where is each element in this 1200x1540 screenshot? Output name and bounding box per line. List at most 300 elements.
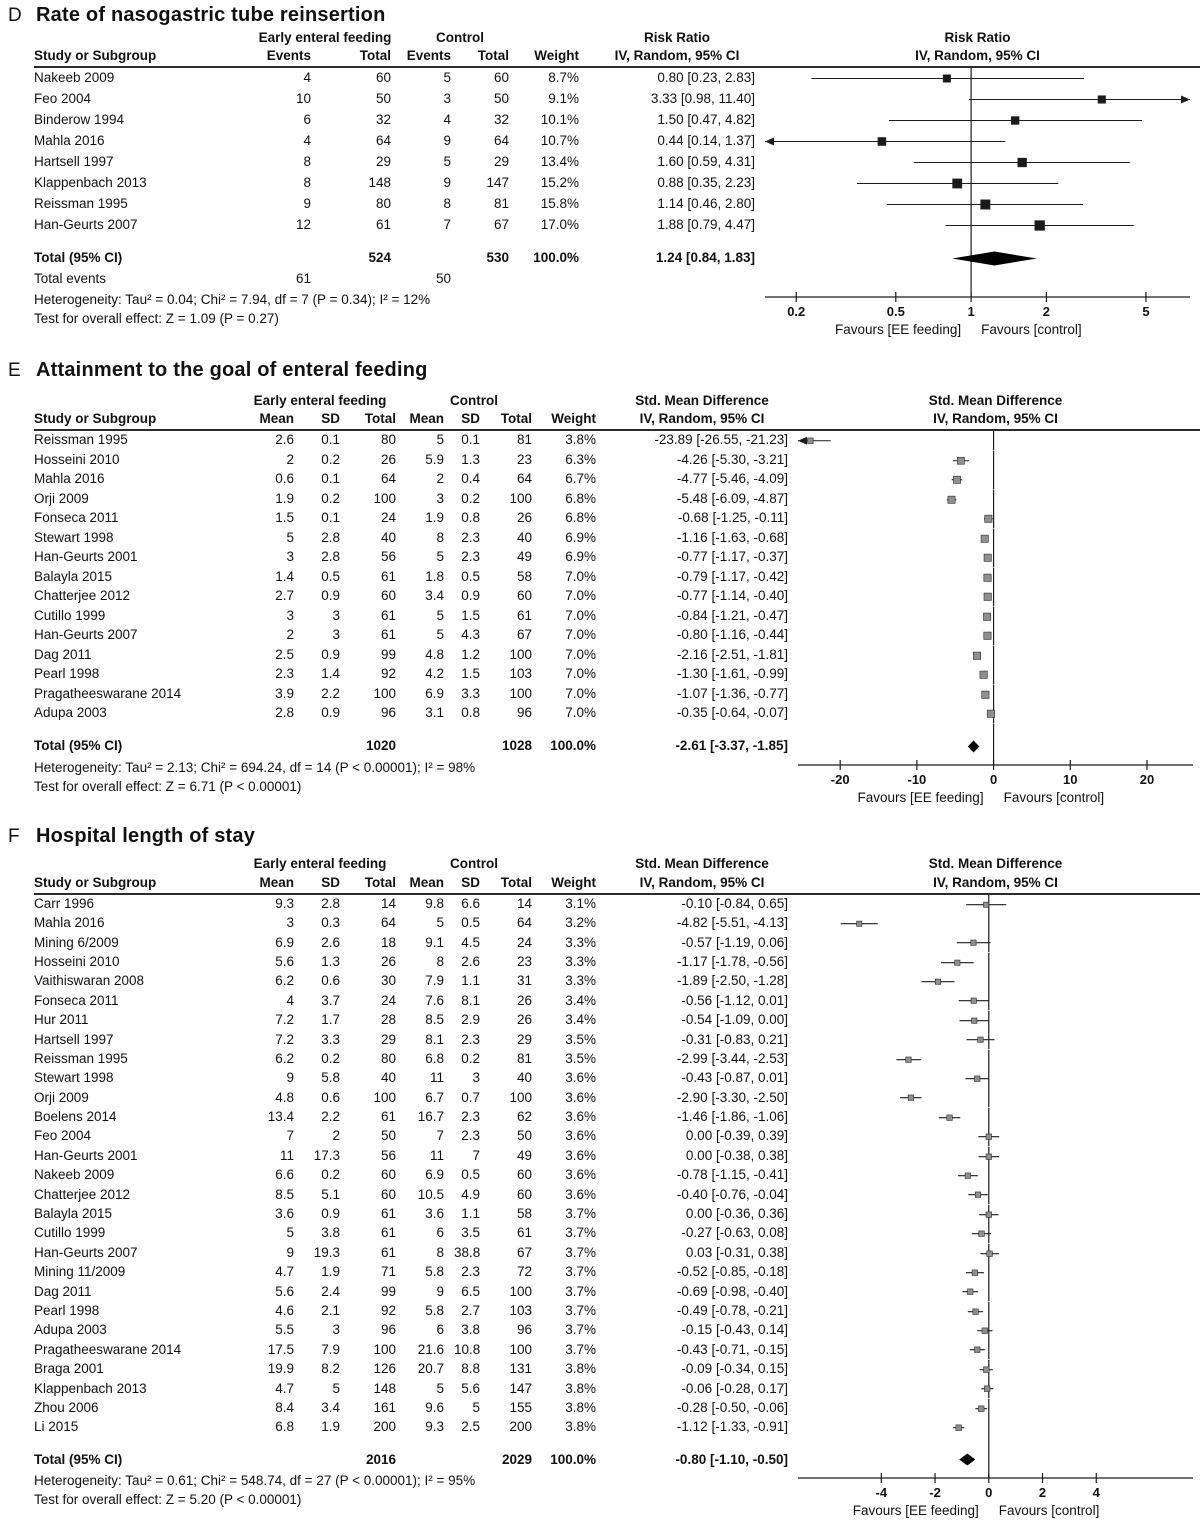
total-label: Total (95% CI) (34, 737, 123, 753)
value-cell: 0.1 (321, 471, 340, 487)
value-cell: 3.7% (565, 1206, 596, 1222)
study-name: Vaithiswaran 2008 (34, 973, 145, 989)
ci-text: -2.16 [-2.51, -1.81] (676, 646, 788, 662)
point-estimate-marker (986, 1212, 992, 1218)
value-cell: 30 (380, 973, 396, 989)
value-cell: 5.8 (321, 1070, 340, 1086)
value-cell: 7.6 (425, 992, 444, 1008)
value-cell: 4 (303, 70, 311, 86)
value-cell: 100 (373, 685, 396, 701)
value-cell: 5 (436, 607, 444, 623)
value-cell: 100 (509, 685, 532, 701)
study-name: Stewart 1998 (34, 529, 114, 545)
value-cell: 2.8 (321, 895, 340, 911)
point-estimate-marker (948, 496, 955, 503)
value-cell: 5 (436, 627, 444, 643)
axis-tick-label: 0.2 (787, 304, 806, 319)
study-name: Hartsell 1997 (34, 154, 114, 170)
value-cell: 2.6 (321, 934, 340, 950)
ci-text: 0.00 [-0.36, 0.36] (685, 1206, 788, 1222)
value-cell: 24 (380, 510, 396, 526)
value-cell: 6.2 (275, 973, 294, 989)
point-estimate-marker (978, 1406, 984, 1412)
study-row (34, 626, 1200, 646)
ci-text: 0.44 [0.14, 1.37] (657, 133, 755, 149)
value-cell: 1.9 (321, 1419, 340, 1435)
value-cell: 26 (380, 451, 396, 467)
column-header: Total (364, 874, 396, 890)
forest-plot-row (798, 665, 1193, 685)
ci-text: 0.88 [0.35, 2.23] (657, 175, 755, 191)
study-row (34, 665, 1200, 685)
point-estimate-marker (975, 1192, 980, 1197)
value-cell: 3.6 (425, 1206, 444, 1222)
total-value-cell: -0.80 [-1.10, -0.50] (675, 1451, 788, 1467)
value-cell: 0.1 (321, 510, 340, 526)
study-name: Mining 11/2009 (34, 1264, 126, 1280)
axis-tick-label: 2 (1038, 1485, 1047, 1501)
value-cell: 0.1 (461, 432, 480, 448)
forest-plot-row (798, 587, 1193, 607)
value-cell: 3 (332, 1322, 340, 1338)
value-cell: 18 (380, 934, 396, 950)
value-cell: 5.5 (275, 1322, 294, 1338)
total-value-cell: 1020 (365, 737, 396, 753)
column-header: Events (266, 48, 311, 64)
value-cell: 4 (303, 133, 311, 149)
value-cell: 2.3 (461, 529, 480, 545)
favours-right-label: Favours [control] (1003, 789, 1105, 805)
value-cell: 2.8 (275, 705, 294, 721)
value-cell: 60 (493, 70, 509, 86)
value-cell: 50 (375, 91, 391, 107)
value-cell: 6.7 (425, 1089, 444, 1105)
favours-right-label: Favours [control] (981, 322, 1082, 337)
value-cell: 3.7% (565, 1244, 596, 1260)
point-estimate-marker (983, 613, 990, 620)
group2-header: Control (436, 29, 484, 45)
study-name: Mining 6/2009 (34, 934, 119, 950)
study-name: Pragatheeswarane 2014 (34, 1341, 182, 1357)
ci-text: 3.33 [0.98, 11.40] (650, 91, 755, 107)
value-cell: 3 (286, 607, 294, 623)
value-cell: 23 (516, 451, 532, 467)
value-cell: 0.3 (321, 915, 340, 931)
value-cell: 9 (286, 1070, 294, 1086)
study-name: Cutillo 1999 (34, 1225, 106, 1241)
study-name: Nakeeb 2009 (34, 1167, 115, 1183)
point-estimate-marker (1018, 158, 1027, 167)
value-cell: 3.7 (321, 992, 340, 1008)
point-estimate-marker (906, 1057, 911, 1062)
value-cell: 4 (443, 112, 451, 128)
panel-nasogastric-tube-reinsertion (0, 0, 1200, 343)
value-cell: 14 (516, 895, 532, 911)
value-cell: 2.3 (461, 1128, 480, 1144)
forest-plot-row (798, 1127, 1193, 1146)
column-header: Total (359, 48, 391, 64)
forest-plot-spacer (798, 1437, 1193, 1449)
study-name: Han-Geurts 2001 (34, 549, 138, 565)
value-cell: 38.8 (454, 1244, 481, 1260)
value-cell: 23 (516, 953, 532, 969)
value-cell: 0.8 (461, 510, 480, 526)
study-name: Reissman 1995 (34, 196, 128, 212)
point-estimate-marker (1098, 96, 1106, 104)
value-cell: 67 (493, 217, 509, 233)
ci-text: -0.27 [-0.63, 0.08] (681, 1225, 788, 1241)
study-row (34, 431, 1200, 451)
study-row (34, 933, 1200, 952)
study-row (34, 548, 1200, 568)
value-cell: 0.9 (461, 588, 480, 604)
value-cell: 5 (436, 1380, 444, 1396)
axis-tick-label: 0 (989, 771, 998, 787)
value-cell: 3 (332, 607, 340, 623)
value-cell: 5 (436, 432, 444, 448)
point-estimate-marker (965, 1173, 970, 1178)
study-row (34, 685, 1200, 705)
value-cell: 61 (380, 607, 396, 623)
value-cell: 92 (380, 666, 396, 682)
value-cell: 0.9 (321, 588, 340, 604)
value-cell: 20.7 (417, 1361, 444, 1377)
value-cell: 2.8 (321, 529, 340, 545)
value-cell: 7.0% (565, 666, 596, 682)
value-cell: 5 (443, 154, 451, 170)
ci-text: -0.52 [-0.85, -0.18] (676, 1264, 788, 1280)
forest-plot-row (798, 1360, 1193, 1379)
total-events-group1: 61 (295, 270, 311, 286)
point-estimate-marker (947, 1115, 952, 1120)
value-cell: 1.3 (321, 953, 340, 969)
value-cell: 2.5 (461, 1419, 480, 1435)
forest-plot-row (798, 548, 1193, 568)
overall-effect-text: Test for overall effect: Z = 5.20 (P < 0.00001) (34, 1492, 302, 1508)
spacer-row (34, 236, 1200, 248)
forest-plot-row (798, 914, 1193, 933)
ci-arrow-right (1181, 96, 1190, 104)
value-cell: 2.9 (461, 1012, 480, 1028)
value-cell: 9 (436, 1283, 444, 1299)
value-cell: 5 (472, 1399, 480, 1415)
study-name: Pearl 1998 (34, 666, 100, 682)
study-row (34, 1302, 1200, 1321)
value-cell: 9.1% (548, 91, 579, 107)
value-cell: 3.6% (565, 1186, 596, 1202)
value-cell: 3.3 (461, 685, 480, 701)
value-cell: 7 (286, 1128, 294, 1144)
value-cell: 15.8% (540, 196, 579, 212)
value-cell: 3.9 (275, 685, 294, 701)
value-cell: 7.2 (275, 1012, 294, 1028)
point-estimate-marker (984, 1367, 990, 1373)
value-cell: 8 (436, 1244, 444, 1260)
point-estimate-marker (857, 921, 862, 926)
forest-plot-row (798, 1340, 1193, 1359)
value-cell: 3.6 (275, 1206, 294, 1222)
ci-text: -0.10 [-0.84, 0.65] (681, 895, 788, 911)
column-header-row (34, 410, 1200, 431)
value-cell: 56 (380, 549, 396, 565)
value-cell: 3.5% (565, 1050, 596, 1066)
point-estimate-marker (984, 1386, 990, 1392)
value-cell: 1.5 (461, 607, 480, 623)
study-name: Binderow 1994 (34, 112, 125, 128)
study-row (34, 1011, 1200, 1030)
value-cell: 100 (509, 1283, 532, 1299)
value-cell: 2 (286, 627, 294, 643)
forest-plot-row (798, 1088, 1193, 1107)
favours-left-label: Favours [EE feeding] (835, 322, 962, 337)
point-estimate-marker (953, 476, 960, 483)
ci-text: -0.79 [-1.17, -0.42] (676, 568, 788, 584)
forest-plot-axis (798, 1470, 1193, 1524)
value-cell: 15.2% (540, 175, 579, 191)
axis-tick-label: 2 (1042, 304, 1051, 319)
point-estimate-marker (987, 710, 994, 717)
ci-text: -0.09 [-0.34, 0.15] (681, 1361, 788, 1377)
group1-header: Early enteral feeding (253, 392, 387, 408)
value-cell: 5.9 (425, 451, 444, 467)
group1-header: Early enteral feeding (253, 856, 387, 872)
value-cell: 2.6 (275, 432, 294, 448)
value-cell: 2.2 (321, 685, 340, 701)
value-cell: 8.8 (461, 1361, 480, 1377)
ci-text: -1.17 [-1.78, -0.56] (676, 953, 788, 969)
value-cell: 5 (332, 1380, 340, 1396)
forest-plot-row (798, 626, 1193, 646)
forest-plot-row (798, 1205, 1193, 1224)
value-cell: 3.6% (565, 1089, 596, 1105)
panel-title-row (8, 4, 1200, 27)
plot-effect-measure-header: Std. Mean Difference (928, 392, 1063, 408)
value-cell: 92 (380, 1302, 396, 1318)
forest-plot-row (765, 194, 1190, 215)
value-cell: 6 (436, 1322, 444, 1338)
value-cell: 61 (380, 1206, 396, 1222)
plot-effect-measure-header: Risk Ratio (944, 29, 1011, 45)
forest-plot-row (798, 704, 1193, 724)
value-cell: 9 (443, 133, 451, 149)
ci-text: -0.43 [-0.71, -0.15] (676, 1341, 788, 1357)
value-cell: 60 (516, 588, 532, 604)
value-cell: 5.6 (461, 1380, 480, 1396)
value-cell: 61 (380, 1109, 396, 1125)
forest-plot-row (798, 1069, 1193, 1088)
value-cell: 28 (380, 1012, 396, 1028)
panel-body (8, 29, 1200, 343)
value-cell: 8.2 (321, 1361, 340, 1377)
value-cell: 40 (380, 529, 396, 545)
value-cell: 3.4 (425, 588, 444, 604)
value-cell: 10.8 (454, 1341, 481, 1357)
study-row (34, 215, 1200, 236)
forest-plot-row (798, 1321, 1193, 1340)
ci-text: 0.03 [-0.31, 0.38] (685, 1244, 788, 1260)
value-cell: 2.2 (321, 1109, 340, 1125)
value-cell: 3.8 (461, 1322, 480, 1338)
value-cell: 3.4% (565, 992, 596, 1008)
forest-plot-row (798, 568, 1193, 588)
total-value-cell: 100.0% (550, 1451, 596, 1467)
value-cell: 64 (380, 915, 396, 931)
value-cell: 8.1 (461, 992, 480, 1008)
study-row (34, 89, 1200, 110)
ci-text: -0.31 [-0.83, 0.21] (681, 1031, 788, 1047)
value-cell: 3.7% (565, 1302, 596, 1318)
value-cell: 8 (443, 196, 451, 212)
total-diamond (952, 252, 1037, 266)
value-cell: 29 (380, 1031, 396, 1047)
value-cell: 40 (516, 529, 532, 545)
value-cell: 2.5 (275, 646, 294, 662)
forest-table (34, 856, 1200, 1471)
value-cell: 96 (516, 705, 532, 721)
forest-plot-row (765, 68, 1190, 89)
value-cell: 81 (516, 1050, 532, 1066)
panel-letter: E (8, 360, 21, 381)
point-estimate-marker (980, 671, 987, 678)
value-cell: 4 (286, 992, 294, 1008)
panel-attainment-enteral-feeding (0, 343, 1200, 811)
total-row (34, 248, 1200, 269)
value-cell: 4.6 (275, 1302, 294, 1318)
value-cell: 6.3% (565, 451, 596, 467)
panel-hospital-length-of-stay (0, 811, 1200, 1525)
ci-arrow-left (765, 138, 774, 146)
value-cell: 58 (516, 1206, 532, 1222)
study-row (34, 110, 1200, 131)
study-row (34, 1069, 1200, 1088)
panel-footer (34, 1470, 1200, 1524)
value-cell: 61 (380, 1244, 396, 1260)
point-estimate-marker (982, 691, 989, 698)
value-cell: 0.2 (321, 490, 340, 506)
ci-text: -0.69 [-0.98, -0.40] (676, 1283, 788, 1299)
value-cell: 6.9% (565, 529, 596, 545)
point-estimate-marker (973, 652, 980, 659)
favours-right-label: Favours [control] (998, 1503, 1100, 1519)
value-cell: 62 (516, 1109, 532, 1125)
study-row (34, 1224, 1200, 1243)
study-name: Zhou 2006 (34, 1399, 99, 1415)
ci-text: -0.43 [-0.87, 0.01] (681, 1070, 788, 1086)
value-cell: 1.4 (321, 666, 340, 682)
forest-plot-row (798, 685, 1193, 705)
value-cell: 3.3% (565, 953, 596, 969)
study-name: Han-Geurts 2007 (34, 217, 138, 233)
value-cell: 2.3 (461, 549, 480, 565)
value-cell: 3.8% (565, 1419, 596, 1435)
forest-plot-row (798, 529, 1193, 549)
forest-plot-row (798, 451, 1193, 471)
group2-header: Control (450, 392, 498, 408)
study-name: Boelens 2014 (34, 1109, 117, 1125)
value-cell: 6.9% (565, 549, 596, 565)
value-cell: 2.7 (275, 588, 294, 604)
forest-plot-row (798, 1263, 1193, 1282)
value-cell: 3 (332, 627, 340, 643)
study-row (34, 451, 1200, 471)
value-cell: 3.6% (565, 1109, 596, 1125)
value-cell: 6.5 (461, 1283, 480, 1299)
forest-plot-row (798, 1011, 1193, 1030)
value-cell: 5 (286, 529, 294, 545)
value-cell: 24 (380, 992, 396, 1008)
value-cell: 8.5 (425, 1012, 444, 1028)
value-cell: 0.6 (321, 973, 340, 989)
value-cell: 0.4 (461, 471, 480, 487)
panel-title: Rate of nasogastric tube reinsertion (36, 4, 386, 26)
study-name: Klappenbach 2013 (34, 175, 147, 191)
point-estimate-marker (971, 940, 976, 945)
value-cell: 17.3 (313, 1147, 340, 1163)
study-name: Pearl 1998 (34, 1302, 100, 1318)
axis-tick-label: -2 (929, 1485, 941, 1501)
total-value-cell: 2016 (365, 1451, 396, 1467)
study-row (34, 607, 1200, 627)
study-row (34, 1263, 1200, 1282)
value-cell: 0.5 (461, 915, 480, 931)
value-cell: 6.6 (275, 1167, 294, 1183)
value-cell: 100 (509, 646, 532, 662)
total-value-cell: 100.0% (533, 250, 579, 266)
ci-text: -0.56 [-1.12, 0.01] (681, 992, 788, 1008)
ci-text: 1.50 [0.47, 4.82] (657, 112, 755, 128)
total-label: Total (95% CI) (34, 250, 123, 266)
value-cell: 17.5 (267, 1341, 294, 1357)
point-estimate-marker (984, 554, 991, 561)
column-header: SD (321, 874, 340, 890)
study-name: Fonseca 2011 (34, 510, 119, 526)
column-header: Mean (409, 874, 444, 890)
value-cell: 5 (443, 70, 451, 86)
study-name: Mahla 2016 (34, 915, 105, 931)
forest-plot-row (798, 1050, 1193, 1069)
value-cell: 9 (443, 175, 451, 191)
value-cell: 3.8 (321, 1225, 340, 1241)
study-name: Orji 2009 (34, 490, 89, 506)
ci-text: -0.80 [-1.16, -0.44] (676, 627, 788, 643)
forest-plot-row (765, 110, 1190, 131)
study-row (34, 972, 1200, 991)
ci-text: -0.54 [-1.09, 0.00] (681, 1012, 788, 1028)
ci-text: 1.60 [0.59, 4.31] (657, 154, 755, 170)
value-cell: 1.5 (275, 510, 294, 526)
value-cell: 8 (303, 175, 311, 191)
value-cell: 6.8% (565, 510, 596, 526)
forest-plot-row (798, 1185, 1193, 1204)
value-cell: 4.9 (461, 1186, 480, 1202)
value-cell: 0.5 (461, 1167, 480, 1183)
axis-tick-label: 1 (967, 304, 975, 319)
effect-measure-header: Std. Mean Difference (635, 856, 769, 872)
value-cell: 161 (373, 1399, 396, 1415)
panel-title-row (8, 825, 1200, 848)
value-cell: 8.1 (425, 1031, 444, 1047)
study-name: Balayla 2015 (34, 1206, 113, 1222)
study-name: Mahla 2016 (34, 133, 105, 149)
point-estimate-marker (943, 75, 950, 82)
value-cell: 147 (509, 1380, 532, 1396)
value-cell: 26 (380, 953, 396, 969)
value-cell: 1.9 (275, 490, 294, 506)
value-cell: 64 (516, 471, 532, 487)
value-cell: 61 (516, 1225, 532, 1241)
value-cell: 0.2 (321, 1050, 340, 1066)
point-estimate-marker (1011, 117, 1019, 125)
